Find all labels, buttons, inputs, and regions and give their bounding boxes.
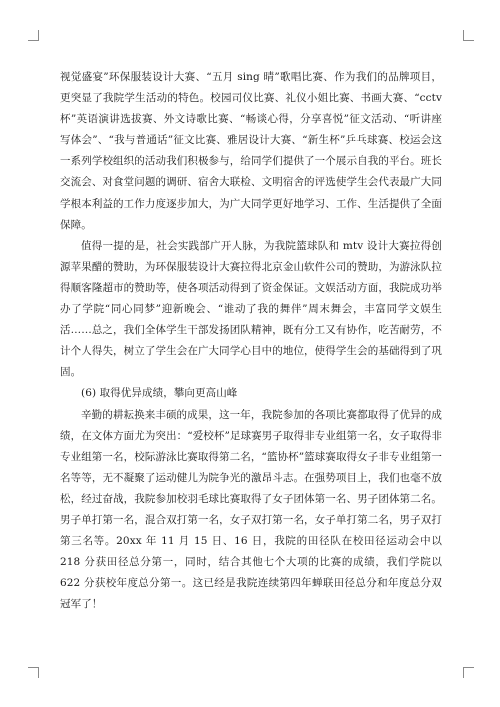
paragraph-sponsorship: 值得一提的是，社会实践部广开人脉，为我院篮球队和 mtv 设计大赛拉得创源苹果醋的赞助，为环保服装设计大赛拉得北京金山软件公司的赞助，为游泳队拉得顺客隆超市的赞助等，使各项活动得到了资金保证。文娱活动方面，我院成功举办了学院“同心同梦”迎新晚会、“谁动了我的舞伴”周末舞会，丰富同学文娱生活……总之，我们全体学生干部发扬团队精神，既有分工又有协作，吃苦耐劳，不计个人得失，树立了学生会在广大同学心目中的地位，使得学生会的基础得到了巩固。 <box>60 239 442 379</box>
crop-mark-bottom-left <box>28 667 39 678</box>
crop-mark-top-right <box>463 30 474 41</box>
crop-mark-bottom-right <box>463 667 474 678</box>
crop-mark-top-left <box>28 30 39 41</box>
section-heading: (6) 取得优异成绩，攀向更高山峰 <box>81 387 238 400</box>
paragraph-achievements: 辛勤的耕耘换来丰硕的成果，这一年，我院参加的各项比赛都取得了优异的成绩，在文体方面尤为突出：“爱校杯”足球赛男子取得非专业组第一名，女子取得非专业组第一名，校际游泳比赛取得第二名，“篮协杯”篮球赛取得女子非专业组第一名等等，无不凝聚了运动健儿为院争光的激昂斗志。在强势项目上，我们也毫不放松，经过奋战，我院参加校羽毛球比赛取得了女子团体第一名、男子团体第二名。男子单打第一名，混合双打第一名，女子双打第一名，女子单打第二名，男子双打第三名等。20xx 年 11 月 15 日、16 日，我院的田径队在校田径运动会中以 218 分获田径总分第一，同时，结合其他七个大项的比赛的成绩，我们学院以 622 分获校年度总分第一。这已经是我院连续第四年蝉联田径总分和年度总分双冠军了！ <box>60 408 442 611</box>
document-body <box>60 67 442 615</box>
paragraph-activities: 视觉盛宴”环保服装设计大赛、“五月 sing 晴”歌唱比赛、作为我们的品牌项目，更突显了我院学生活动的特色。校园司仪比赛、礼仪小姐比赛、书画大赛、“cctv 杯”英语演讲选拔赛、外文诗歌比赛、“畅谈心得，分享喜悦”征文活动、“听讲座写体会”、“我与普通话”征文比赛、雅居设计大赛、“新生杯”乒乓球赛、校运会这一系列学校组织的活动我们积极参与，给同学们提供了一个展示自我的平台。班长交流会、对食堂问题的调研、宿舍大联检、文明宿舍的评选使学生会代表最广大同学根本利益的工作力度逐步加大，为广大同学更好地学习、工作、生活提供了全面保障。 <box>60 71 442 231</box>
